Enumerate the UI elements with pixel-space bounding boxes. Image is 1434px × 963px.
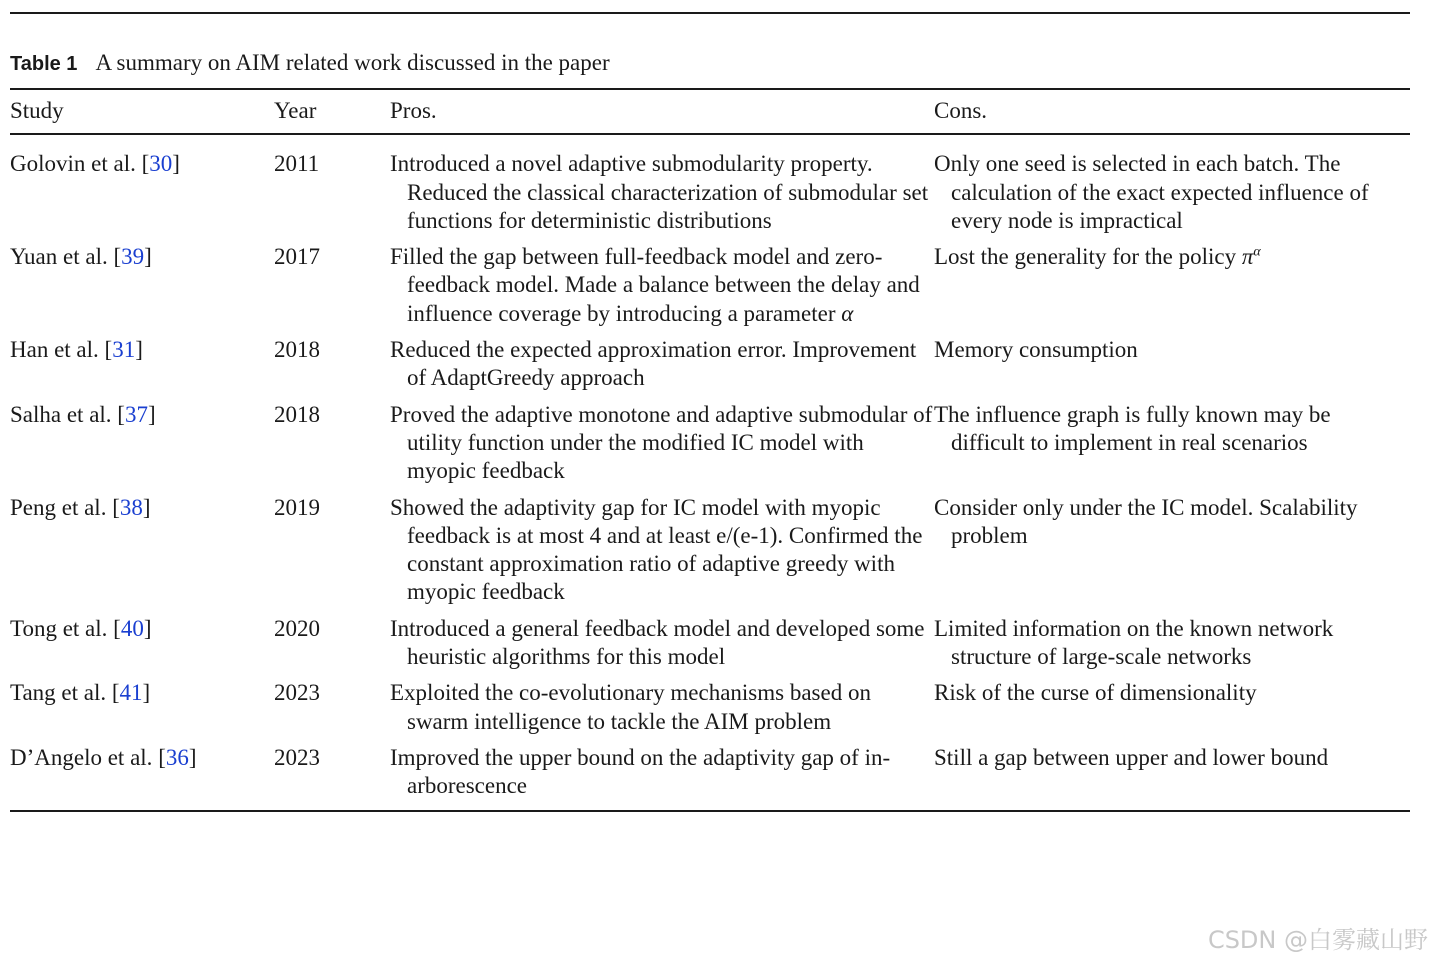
caption-text: A summary on AIM related work discussed in the paper [95, 50, 610, 75]
pros-cell [390, 679, 934, 744]
cons-text: Consider only under the IC model. Scalability problem [934, 494, 1358, 548]
pros-text: Improved the upper bound on the adaptivity gap of in-arborescence [390, 744, 891, 799]
cons-text: Still a gap between upper and lower bound [934, 744, 1329, 770]
study-authors: Peng et al. [10, 494, 107, 520]
table-row [10, 615, 1410, 680]
pros-text: Exploited the co-evolutionary mechanisms based on swarm intelligence to tackle the AIM problem [390, 680, 871, 734]
pros-cell [390, 744, 934, 811]
pi-symbol: π [1241, 244, 1254, 270]
year-cell: 2020 [274, 615, 320, 641]
table-row [10, 744, 1410, 811]
study-authors: Yuan et al. [10, 244, 108, 270]
study-cell: Yuan et al. [39] [10, 244, 152, 270]
citation-link[interactable]: 38 [119, 494, 143, 520]
study-cell: D’Angelo et al. [36] [10, 744, 197, 770]
pros-cell [390, 494, 934, 615]
year-cell: 2018 [274, 401, 320, 427]
table-row [10, 494, 1410, 615]
study-authors: Tang et al. [10, 680, 107, 706]
study-cell: Han et al. [31] [10, 337, 143, 363]
citation-link[interactable]: 41 [119, 680, 143, 706]
pros-text: Proved the adaptive monotone and adaptive submodular of utility function under the modified IC model with myopic feedback [390, 401, 933, 484]
pros-cell [390, 243, 934, 336]
pros-cell [390, 615, 934, 680]
year-cell: 2023 [274, 744, 320, 770]
cons-text: Limited information on the known network structure of large-scale networks [934, 615, 1334, 670]
cons-cell [934, 494, 1410, 615]
header-cons: Cons. [934, 98, 988, 123]
header-row [10, 89, 1410, 134]
top-rule [10, 12, 1410, 14]
study-cell: Golovin et al. [30] [10, 151, 180, 177]
header-pros: Pros. [390, 98, 437, 123]
study-cell: Peng et al. [38] [10, 494, 151, 520]
cons-text: Memory consumption [934, 337, 1138, 363]
pros-cell [390, 401, 934, 494]
table-row [10, 134, 1410, 243]
table-row [10, 401, 1410, 494]
cons-cell [934, 134, 1410, 243]
citation-link[interactable]: 31 [112, 337, 136, 363]
header-year: Year [274, 98, 317, 123]
study-cell: Salha et al. [37] [10, 401, 156, 427]
header-study: Study [10, 98, 64, 123]
study-cell: Tang et al. [41] [10, 680, 151, 706]
pros-text: Reduced the expected approximation error. Improvement of AdaptGreedy approach [390, 337, 917, 391]
cons-text: The influence graph is fully known may be difficult to implement in real scenarios [934, 401, 1331, 455]
cons-cell [934, 336, 1410, 401]
citation-link[interactable]: 37 [124, 401, 148, 427]
cons-text-body: Lost the generality for the policy [934, 244, 1237, 270]
study-cell: Tong et al. [40] [10, 615, 152, 641]
study-authors: Tong et al. [10, 615, 108, 641]
table-row [10, 679, 1410, 744]
table-row [10, 243, 1410, 336]
year-cell: 2011 [274, 151, 320, 177]
cons-cell [934, 615, 1410, 680]
citation-link[interactable]: 36 [165, 744, 189, 770]
study-authors: D’Angelo et al. [10, 744, 153, 770]
table-row [10, 336, 1410, 401]
cons-cell [934, 744, 1410, 811]
cons-text: Only one seed is selected in each batch. The calculation of the exact expected influence of every node is impractical [934, 151, 1369, 233]
citation-link[interactable]: 39 [121, 244, 145, 270]
year-cell: 2017 [274, 244, 320, 270]
cons-cell [934, 243, 1410, 336]
cons-text: Risk of the curse of dimensionality [934, 680, 1257, 706]
year-cell: 2023 [274, 680, 320, 706]
pros-cell [390, 134, 934, 243]
cons-cell [934, 679, 1410, 744]
cons-cell [934, 401, 1410, 494]
pros-text [390, 243, 934, 328]
pros-text: Introduced a general feedback model and developed some heuristic algorithms for this model [390, 615, 925, 670]
pros-text: Showed the adaptivity gap for IC model with myopic feedback is at most 4 and at least e/(e-1). Confirmed the constant approximation ratio of adaptive greedy with myopic feedback [390, 494, 923, 605]
study-authors: Golovin et al. [10, 151, 136, 177]
year-cell: 2019 [274, 494, 320, 520]
citation-link[interactable]: 30 [149, 151, 173, 177]
pros-text-body: Filled the gap between full-feedback model and zero-feedback model. Made a balance between the delay and influence coverage by introducing a parameter [390, 244, 920, 326]
watermark: CSDN @白雾藏山野 [1207, 926, 1428, 954]
pros-cell [390, 336, 934, 401]
summary-table [10, 88, 1410, 812]
cons-text [934, 243, 1410, 271]
study-authors: Han et al. [10, 337, 99, 363]
year-cell: 2018 [274, 337, 320, 363]
alpha-symbol: α [841, 300, 854, 326]
study-authors: Salha et al. [10, 401, 112, 427]
table-label: Table 1 [10, 53, 78, 75]
citation-link[interactable]: 40 [120, 615, 144, 641]
pros-text: Introduced a novel adaptive submodularity property. Reduced the classical characterization of submodular set functions for deterministic distributions [390, 151, 929, 233]
table-caption [10, 48, 610, 79]
alpha-superscript: α [1253, 244, 1261, 260]
